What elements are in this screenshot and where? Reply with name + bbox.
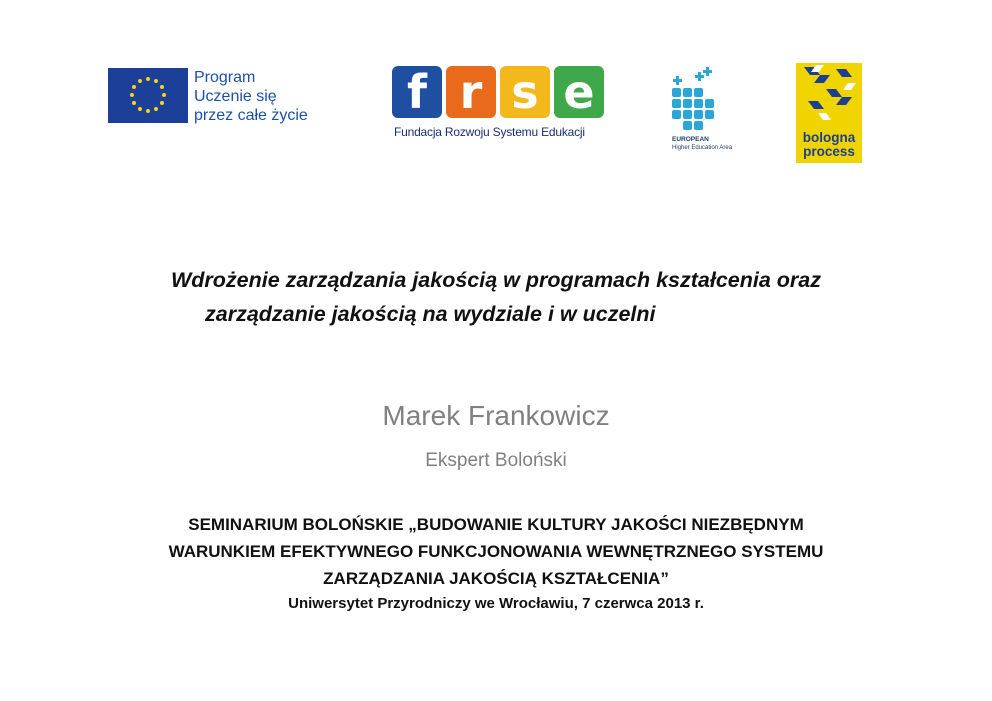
presentation-title-line-1: Wdrożenie zarządzania jakością w programach kształcenia oraz: [170, 268, 821, 292]
frse-letter-f: f: [392, 66, 442, 118]
eu-logo-text: [194, 68, 308, 125]
eu-flag-icon: [108, 68, 188, 123]
bologna-line-1: bologna: [802, 130, 856, 145]
ehea-puzzle-icon: [670, 64, 720, 132]
eu-logo-line-2: Uczenie się: [194, 88, 277, 105]
eu-logo-line-1: Program: [194, 69, 256, 86]
frse-caption: Fundacja Rozwoju Systemu Edukacji: [394, 125, 585, 139]
eu-logo-line-3: przez całe życie: [194, 107, 308, 124]
seminar-venue-date: Uniwersytet Przyrodniczy we Wrocławiu, 7 czerwca 2013 r.: [288, 595, 704, 612]
author-name: Marek Frankowicz: [382, 400, 610, 431]
bologna-arrows-icon: [796, 63, 862, 127]
eu-lifelong-learning-logo: [108, 68, 330, 126]
seminar-title-line-3: ZARZĄDZANIA JAKOŚCIĄ KSZTAŁCENIA”: [323, 569, 669, 588]
ehea-line-1: EUROPEAN: [672, 136, 709, 143]
frse-letter-e: e: [554, 66, 604, 118]
frse-logo: [392, 66, 608, 146]
bologna-process-logo: [796, 63, 862, 163]
presentation-title-line-2: zarządzanie jakością na wydziale i w uczelni: [205, 302, 656, 326]
ehea-logo: [670, 64, 760, 154]
frse-letter-s: s: [500, 66, 550, 118]
bologna-line-2: process: [803, 144, 855, 159]
frse-letter-r: r: [446, 66, 496, 118]
seminar-title-line-1: SEMINARIUM BOLOŃSKIE „BUDOWANIE KULTURY JAKOŚCI NIEZBĘDNYM: [188, 515, 804, 534]
author-role: Ekspert Boloński: [425, 450, 567, 471]
ehea-line-2: Higher Education Area: [672, 145, 733, 151]
bologna-logo-text: [796, 131, 862, 159]
seminar-title-line-2: WARUNKIEM EFEKTYWNEGO FUNKCJONOWANIA WEWNĘTRZNEGO SYSTEMU: [168, 542, 824, 561]
